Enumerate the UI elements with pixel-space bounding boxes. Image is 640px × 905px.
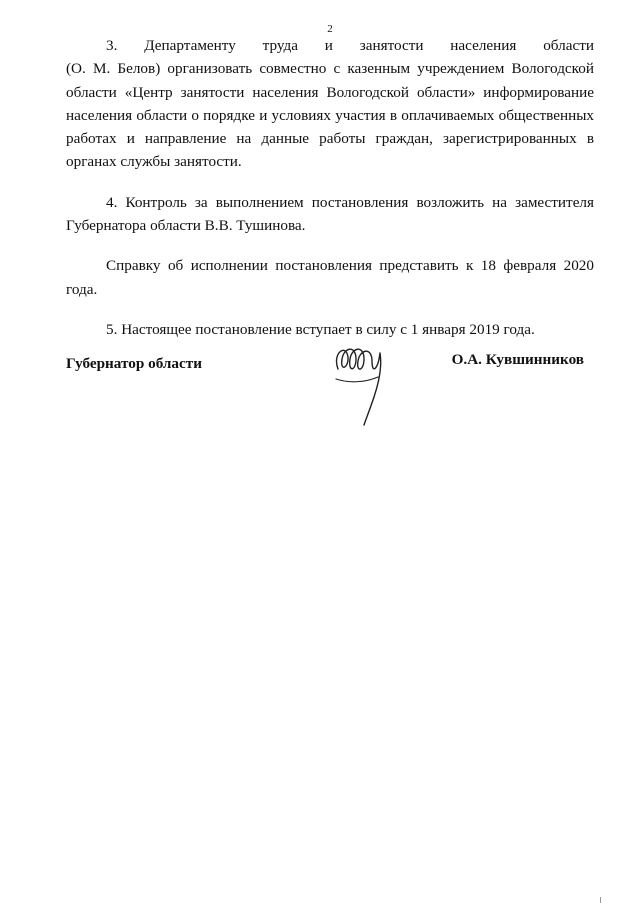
paragraph-3 (66, 34, 594, 174)
document-body (66, 34, 594, 341)
scan-edge-mark (600, 897, 601, 903)
signatory-title: Губернатор области (66, 355, 202, 372)
paragraph-3-first-line: 3. Департаменту труда и занятости населения области (106, 37, 594, 54)
paragraph-5: 5. Настоящее постановление вступает в силу с 1 января 2019 года. (106, 320, 535, 338)
signature-block (66, 351, 594, 445)
paragraph-4: 4. Контроль за выполнением постановления возложить на заместителя Губернатора области В.В. Тушинова. (66, 193, 594, 235)
page-number: 2 (327, 23, 333, 35)
paragraph-3-body: (О. М. Белов) организовать совместно с казенным учреждением Вологодской области «Центр занятости населения Вологодской области» информирование населения области о порядке и условиях участия в оплачиваемых общественных работах и направление на данные работы граждан, зарегистрированных в органах службы занятости. (66, 60, 594, 171)
signatory-name: О.А. Кувшинников (451, 351, 584, 368)
handwritten-signature (328, 339, 398, 429)
paragraph-report: Справку об исполнении постановления представить к 18 февраля 2020 года. (66, 257, 594, 298)
